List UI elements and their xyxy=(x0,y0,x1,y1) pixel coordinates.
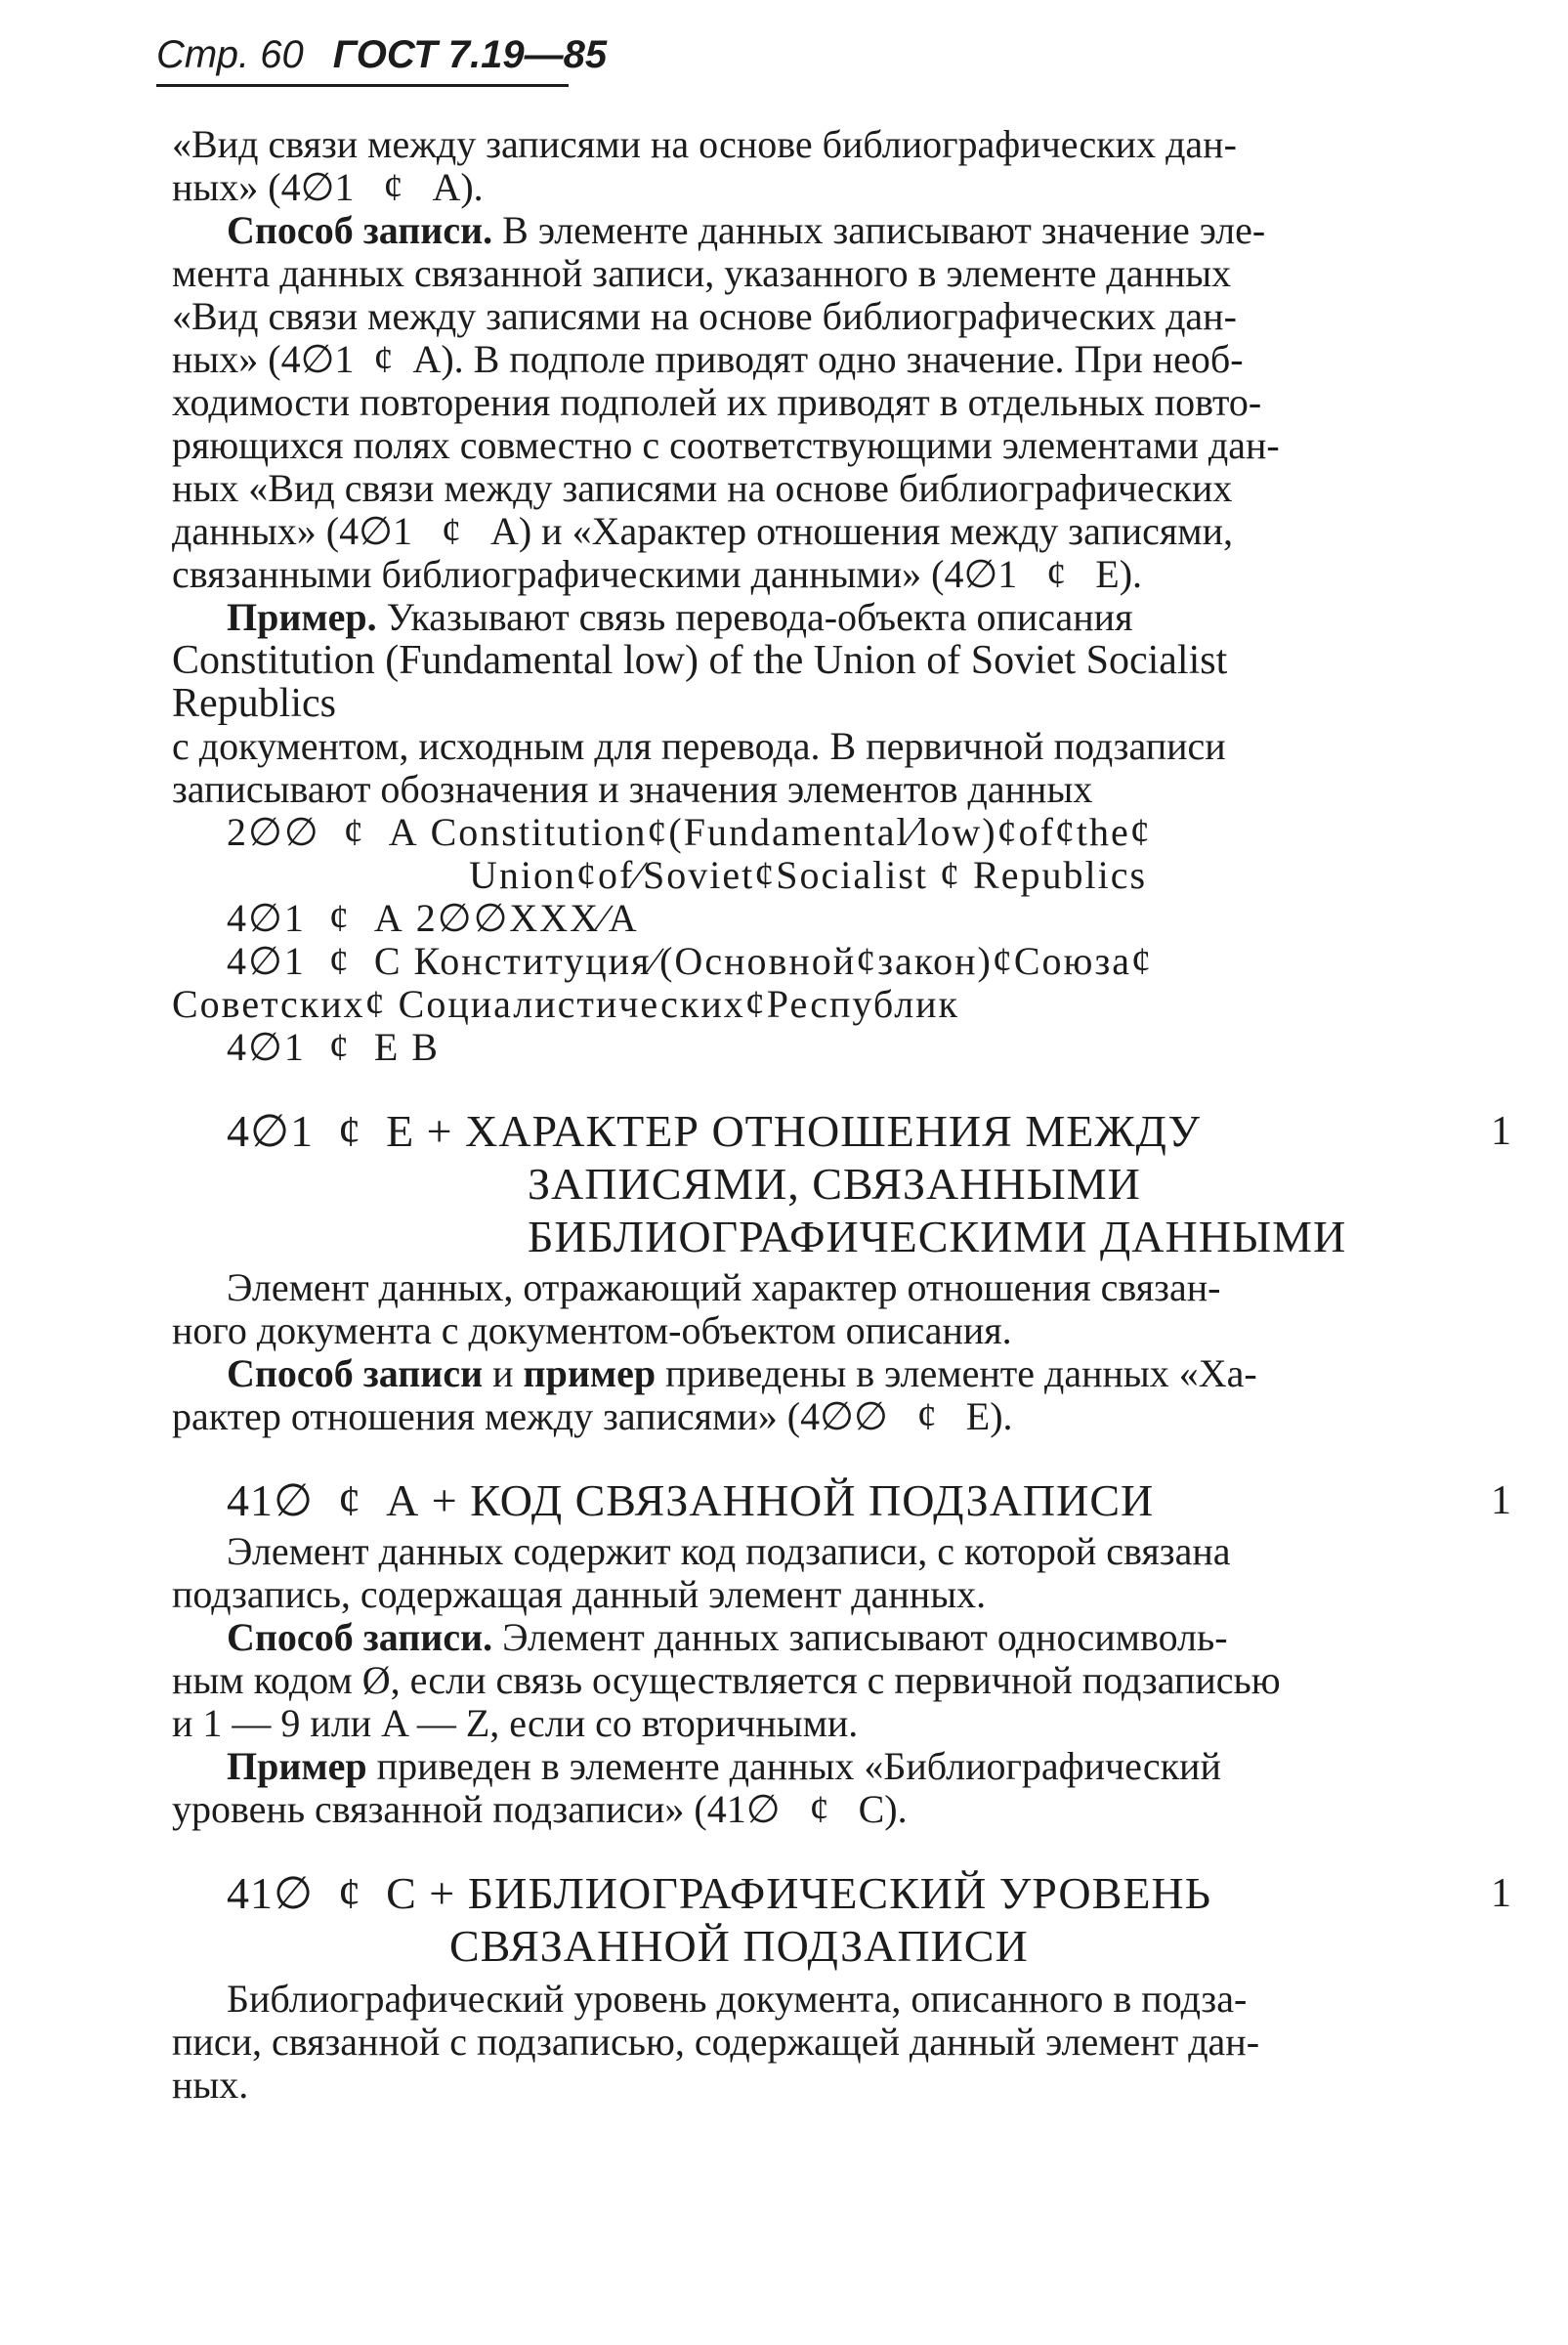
text-line: Библиографический уровень документа, описанного в подза- xyxy=(227,1977,1248,2021)
text-line: писи, связанной с подзаписью, содержащей данный элемент дан- xyxy=(172,2020,1260,2064)
page-header xyxy=(156,29,607,80)
text-line: «Вид связи между записями на основе библиографических дан- xyxy=(172,122,1237,166)
subfield-delimiter-icon: ¢ xyxy=(373,337,394,381)
header-rule xyxy=(156,84,569,87)
standard-designation: ГОСТ 7.19—85 xyxy=(332,33,608,76)
section-heading: 4∅1 ¢ Е + ХАРАКТЕР ОТНОШЕНИЯ МЕЖДУ xyxy=(227,1106,1202,1156)
section-heading-line: ЗАПИСЯМИ, СВЯЗАННЫМИ xyxy=(528,1159,1141,1209)
text-line: ных «Вид связи между записями на основе библиографических xyxy=(172,466,1233,510)
repeatability-indicator: 1 xyxy=(1491,1109,1511,1154)
page-number: Стр. 60 xyxy=(156,33,304,76)
subfield-delimiter-icon: ¢ xyxy=(383,165,403,209)
text-line: Constitution (Fundamental low) of the Union of Soviet Socialist xyxy=(172,638,1228,683)
repeatability-indicator: 1 xyxy=(1491,1871,1511,1916)
text-line: ных. xyxy=(172,2063,249,2107)
text-line: Способ записи. В элементе данных записывают значение эле- xyxy=(227,208,1266,252)
text-line: Способ записи и пример приведены в элементе данных «Ха- xyxy=(227,1351,1257,1395)
text-line: связанными библиографическими данными» (4∅1 ¢ Е). xyxy=(172,552,1143,596)
subfield-delimiter-icon: ¢ xyxy=(809,1787,829,1831)
repeatability-indicator: 1 xyxy=(1491,1478,1511,1523)
subfield-delimiter-icon: ¢ xyxy=(328,939,351,983)
text-line: Пример. Указывают связь перевода-объекта описания xyxy=(227,595,1133,639)
text-line: с документом, исходным для перевода. В первичной подзаписи xyxy=(172,724,1226,768)
text-line: мента данных связанной записи, указанного в элементе данных xyxy=(172,251,1232,295)
subfield-delimiter-icon: ¢ xyxy=(338,1868,362,1918)
text-line: подзапись, содержащая данный элемент данных. xyxy=(172,1572,987,1616)
text-line: ным кодом Ø, если связь осуществляется с первичной подзаписью xyxy=(172,1658,1281,1702)
subfield-delimiter-icon: ¢ xyxy=(328,1025,351,1069)
text-line: ряющихся полях совместно с соответствующими элементами дан- xyxy=(172,423,1280,467)
section-heading-line: БИБЛИОГРАФИЧЕСКИМИ ДАННЫМИ xyxy=(528,1212,1347,1261)
text-line: ного документа с документом-объектом описания. xyxy=(172,1308,1012,1352)
text-line: рактер отношения между записями» (4∅∅ ¢ Е). xyxy=(172,1394,1013,1438)
text-line: данных» (4∅1 ¢ А) и «Характер отношения между записями, xyxy=(172,509,1234,553)
text-line: уровень связанной подзаписи» (41∅ ¢ С). xyxy=(172,1787,908,1831)
record-field-line: 2∅∅ ¢ А Constitution¢(Fundamental∕low)¢of¢the¢ xyxy=(227,810,1152,854)
section-heading-line: СВЯЗАННОЙ ПОДЗАПИСИ xyxy=(449,1921,1029,1971)
subfield-delimiter-icon: ¢ xyxy=(328,896,351,940)
text-line: записывают обозначения и значения элементов данных xyxy=(172,767,1093,811)
record-field-line: 4∅1 ¢ Е В xyxy=(227,1025,440,1069)
subfield-delimiter-icon: ¢ xyxy=(916,1394,937,1438)
text-line: ных» (4∅1 ¢ А). В подполе приводят одно значение. При необ- xyxy=(172,337,1244,381)
text-line: ходимости повторения подполей их приводят в отдельных повто- xyxy=(172,380,1262,424)
subfield-delimiter-icon: ¢ xyxy=(338,1106,362,1156)
record-field-line: 4∅1 ¢ А 2∅∅XXX∕А xyxy=(227,896,639,940)
text-line: и 1 — 9 или A — Z, если со вторичными. xyxy=(172,1701,859,1745)
subfield-delimiter-icon: ¢ xyxy=(441,509,461,553)
record-field-line: Union¢of∕Soviet¢Socialist ¢ Republics xyxy=(469,853,1148,897)
subfield-delimiter-icon: ¢ xyxy=(1046,552,1067,596)
text-line: Пример приведен в элементе данных «Библиографический xyxy=(227,1744,1221,1788)
section-heading: 41∅ ¢ С + БИБЛИОГРАФИЧЕСКИЙ УРОВЕНЬ xyxy=(227,1868,1212,1918)
text-line: Элемент данных, отражающий характер отношения связан- xyxy=(227,1265,1221,1309)
text-line: ных» (4∅1 ¢ А). xyxy=(172,165,484,209)
text-line: Republics xyxy=(172,681,336,726)
text-line: «Вид связи между записями на основе библиографических дан- xyxy=(172,294,1237,338)
text-line: Способ записи. Элемент данных записывают односимволь- xyxy=(227,1615,1228,1659)
subfield-delimiter-icon: ¢ xyxy=(343,810,365,854)
record-field-line: Советских¢ Социалистических¢Республик xyxy=(172,982,959,1026)
subfield-delimiter-icon: ¢ xyxy=(338,1475,362,1525)
record-field-line: 4∅1 ¢ С Конституция∕(Основной¢закон)¢Союза¢ xyxy=(227,939,1153,983)
section-heading: 41∅ ¢ А + КОД СВЯЗАННОЙ ПОДЗАПИСИ xyxy=(227,1475,1155,1525)
text-line: Элемент данных содержит код подзаписи, с которой связана xyxy=(227,1529,1231,1573)
